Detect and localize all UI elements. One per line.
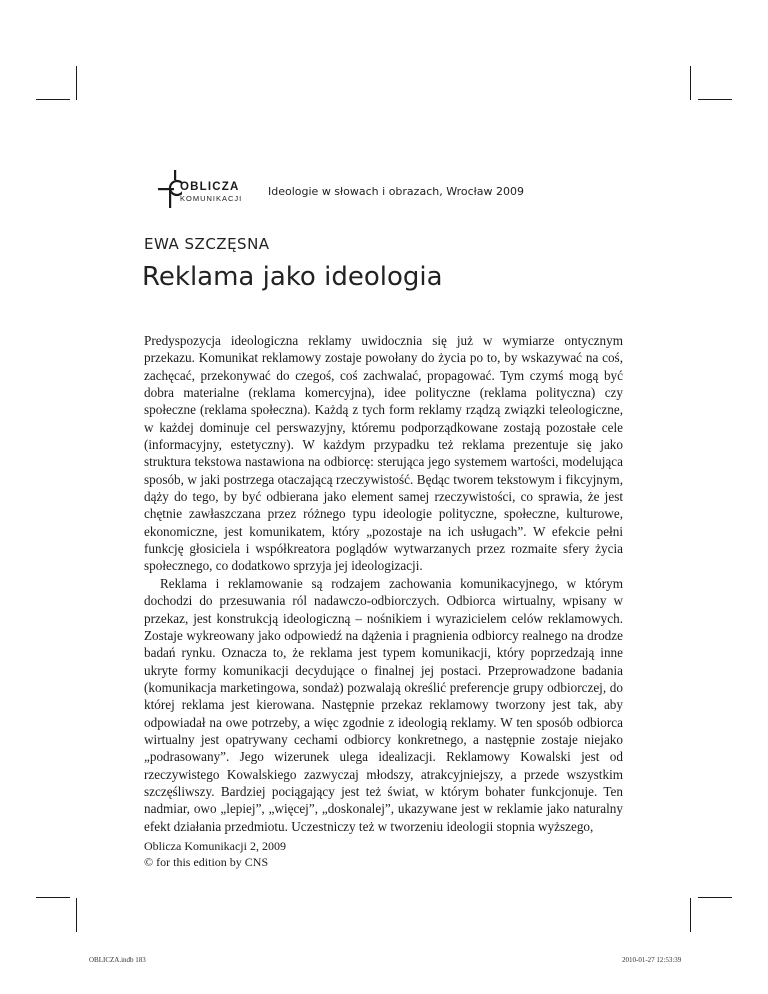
logo-mark-icon	[158, 170, 182, 210]
crop-mark-bottom-left	[36, 897, 70, 898]
paragraph: Predyspozycja ideologiczna reklamy uwidocznia się już w wymiarze ontycznym przekazu. Komunikat reklamowy zostaje powołany do życia po to, by wskazywać na coś, zachęcać, przekonywać do czegoś, coś zachwalać, propagować. Tym czymś mogą być dobra materialne (reklama komercyjna), idee polityczne (reklama polityczna) czy społeczne (reklama społeczna). Każdą z tych form reklamy rządzą związki teleologiczne, w każdej dominuje cel perswazyjny, któremu podporządkowane zostają pozostałe cele (informacyjny, estetyczny). W każdym przypadku też reklama prezentuje się jako struktura tekstowa nastawiona na odbiorcę: sterująca jego systemem wartości, modelująca sposób, w jaki postrzega otaczającą rzeczywistość. Będąc tworem tekstowym i fikcyjnym, dąży do tego, by być odbierana jako element samej rzeczywistości, co sprawia, że jest chętnie zawłaszczana przez różnego typu ideologie polityczne, społeczne, kulturowe, ekonomiczne, jest komunikatem, który „pozostaje na ich usługach”. W efekcie pełni funkcję głosiciela i współkreatora poglądów wytwarzanych przez rozmaite sfery życia społecznego, co dodatkowo sprzyja jej ideologizacji.	[144, 333, 623, 574]
article-title: Reklama jako ideologia	[142, 262, 443, 292]
copyright-line: © for this edition by CNS	[144, 855, 269, 869]
crop-mark-bottom-left	[76, 898, 77, 932]
crop-mark-top-left	[76, 66, 77, 100]
crop-mark-bottom-right	[698, 897, 732, 898]
journal-logo	[158, 170, 258, 210]
article-body	[144, 332, 623, 835]
crop-mark-top-right	[690, 66, 691, 100]
crop-mark-top-left	[36, 99, 70, 100]
print-slug-file: OBLICZA.indb 183	[89, 956, 146, 964]
logo-subtitle: KOMUNIKACJI	[180, 194, 243, 203]
crop-mark-bottom-right	[690, 898, 691, 932]
copyright-note	[144, 838, 286, 870]
article-author: EWA SZCZĘSNA	[144, 235, 270, 253]
series-info: Ideologie w słowach i obrazach, Wrocław 2009	[268, 185, 524, 198]
paragraph: Reklama i reklamowanie są rodzajem zachowania komunikacyjnego, w którym dochodzi do przesuwania ról nadawczo-odbiorczych. Odbiorca wirtualny, wpisany w przekaz, jest konstrukcją ideologiczną – nośnikiem i wyrazicielem celów reklamowych. Zostaje wykreowany jako odpowiedź na dążenia i pragnienia odbiorcy realnego na drodze badań rynku. Oznacza to, że reklama jest typem komunikacji, który poprzedzają inne ukryte formy komunikacji decydujące o finalnej jej postaci. Przeprowadzone badania (komunikacja marketingowa, sondaż) pozwalają określić preferencje grupy odbiorczej, do której reklama jest kierowana. Następnie przekaz reklamowy tworzony jest tak, aby odpowiadał na owe potrzeby, a więc zgodnie z ideologią reklamy. W ten sposób odbiorca wirtualny jest opatrywany cechami odbiorcy konkretnego, a następnie zostaje niejako „podrasowany”. Jego wizerunek ulega idealizacji. Reklamowy Kowalski jest od rzeczywistego Kowalskiego zazwyczaj młodszy, atrakcyjniejszy, a przede wszystkim szczęśliwszy. Bardziej pociągający jest też świat, w którym bohater funkcjonuje. Ten nadmiar, owo „lepiej”, „więcej”, „doskonalej”, ukazywane jest w reklamie jako naturalny efekt działania przedmiotu. Uczestniczy też w tworzeniu ideologii stopnia wyższego,	[144, 575, 623, 834]
logo-title: OBLICZA	[180, 181, 240, 193]
print-slug-timestamp: 2010-01-27 12:53:39	[622, 956, 682, 964]
crop-mark-top-right	[698, 99, 732, 100]
journal-issue: Oblicza Komunikacji 2, 2009	[144, 839, 286, 853]
